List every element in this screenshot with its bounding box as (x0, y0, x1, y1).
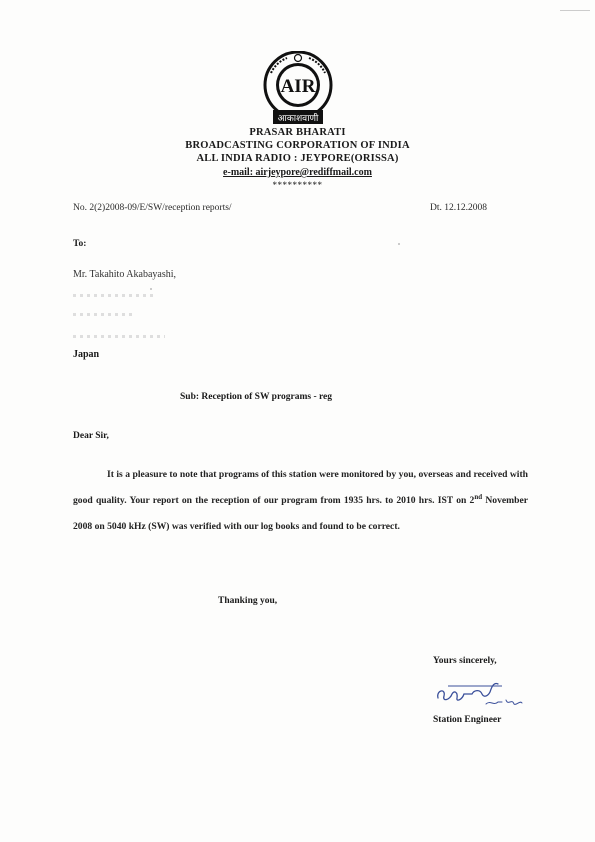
letter-date: Dt. 12.12.2008 (430, 203, 487, 213)
logo-text: AIR (280, 76, 316, 97)
body-superscript: nd (474, 492, 483, 501)
letterhead-email (0, 167, 595, 178)
salutation: Dear Sir, (73, 431, 109, 441)
addressee-country: Japan (73, 349, 100, 360)
redacted-address-line (73, 313, 135, 316)
redacted-address-line (73, 335, 165, 338)
letterhead-line1: PRASAR BHARATI (249, 127, 346, 138)
all-india-radio-logo (259, 51, 337, 127)
scan-speck (150, 288, 152, 290)
to-label: To: (73, 239, 87, 249)
handwritten-signature (428, 676, 528, 712)
scan-edge (560, 10, 590, 11)
scan-speck (398, 243, 400, 245)
subject-line: Sub: Reception of SW programs - reg (180, 392, 332, 402)
email-text: e-mail: airjeypore@rediffmail.com (223, 167, 372, 178)
redacted-address-line (73, 294, 155, 297)
letter-body (73, 462, 528, 540)
letterhead-line2: BROADCASTING CORPORATION OF INDIA (185, 140, 410, 151)
thanks-line: Thanking you, (218, 596, 278, 606)
reference-number: No. 2(2)2008-09/E/SW/reception reports/ (73, 203, 232, 213)
letterhead-separator: ********** (272, 180, 323, 190)
logo-devanagari: आकाशवाणी (277, 114, 319, 124)
letterhead-line3: ALL INDIA RADIO : JEYPORE(ORISSA) (196, 153, 399, 164)
body-part1: It is a pleasure to note that programs of this station were monitored by you, overseas and received with good quality. Your report on the reception of our program from 1935 hrs. to 2010 hrs. IST on 2 (73, 469, 528, 506)
addressee-name: Mr. Takahito Akabayashi, (73, 269, 176, 280)
closing-line: Yours sincerely, (433, 656, 497, 666)
signatory-title: Station Engineer (433, 715, 502, 725)
body-part2: November 2008 on 5040 kHz (SW) was verified with our log books and found to be correct. (73, 495, 528, 532)
